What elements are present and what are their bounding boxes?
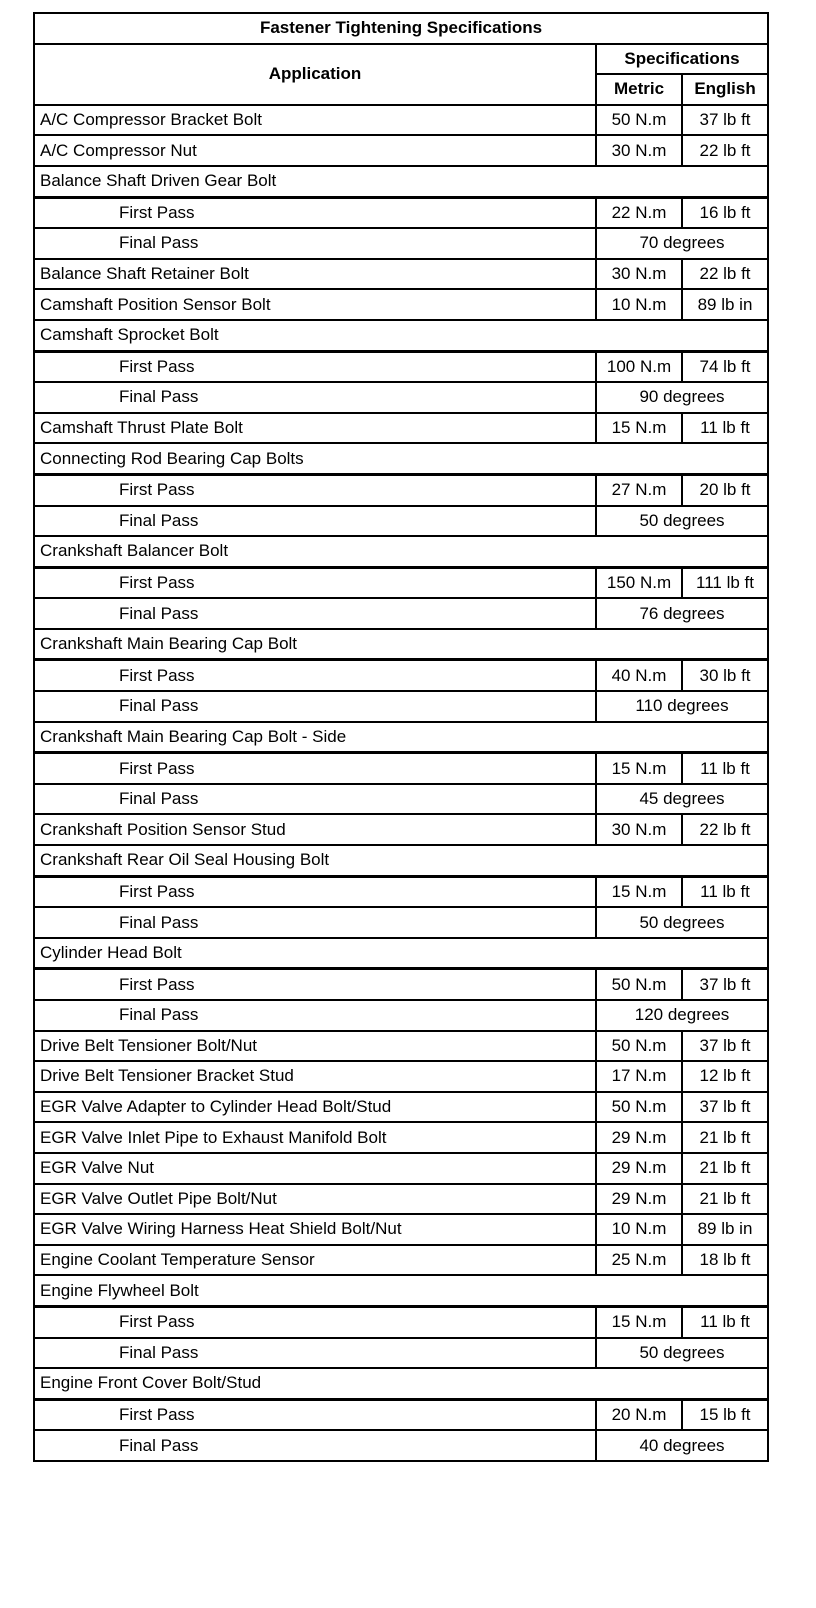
section-label: Balance Shaft Driven Gear Bolt [34,166,768,197]
pass-label: Final Pass [34,598,596,629]
metric-cell: 50 N.m [596,1031,682,1062]
application-cell: Engine Coolant Temperature Sensor [34,1245,596,1276]
table-row [34,1368,768,1399]
table-row [34,814,768,845]
english-cell: 11 lb ft [682,1306,768,1337]
metric-cell: 15 N.m [596,1306,682,1337]
pass-label: Final Pass [34,907,596,938]
header-row [34,44,768,75]
table-row [34,382,768,413]
pass-label: First Pass [34,660,596,691]
application-cell: EGR Valve Wiring Harness Heat Shield Bolt/Nut [34,1214,596,1245]
table-row [34,289,768,320]
pass-label: First Pass [34,351,596,382]
table-row [34,1399,768,1430]
section-label: Crankshaft Rear Oil Seal Housing Bolt [34,845,768,876]
metric-cell: 40 N.m [596,660,682,691]
metric-cell: 17 N.m [596,1061,682,1092]
table-row [34,1214,768,1245]
metric-cell: 15 N.m [596,413,682,444]
angle-cell: 70 degrees [596,228,768,259]
english-cell: 11 lb ft [682,413,768,444]
table-row [34,1061,768,1092]
table-row [34,1275,768,1306]
pass-label: Final Pass [34,506,596,537]
pass-label: Final Pass [34,784,596,815]
application-cell: EGR Valve Nut [34,1153,596,1184]
table-row [34,135,768,166]
table-row [34,1306,768,1337]
table-row [34,938,768,969]
application-cell: Crankshaft Position Sensor Stud [34,814,596,845]
english-cell: 30 lb ft [682,660,768,691]
table-row [34,105,768,136]
metric-cell: 27 N.m [596,474,682,505]
pass-label: Final Pass [34,1430,596,1461]
application-cell: Camshaft Thrust Plate Bolt [34,413,596,444]
pass-label: Final Pass [34,228,596,259]
english-cell: 89 lb in [682,1214,768,1245]
table-row [34,1092,768,1123]
table-body [34,105,768,1461]
english-cell: 37 lb ft [682,1092,768,1123]
table-row [34,1338,768,1369]
table-row [34,320,768,351]
table-row [34,1153,768,1184]
metric-cell: 25 N.m [596,1245,682,1276]
metric-cell: 100 N.m [596,351,682,382]
english-cell: 22 lb ft [682,259,768,290]
section-label: Crankshaft Main Bearing Cap Bolt [34,629,768,660]
table-row [34,753,768,784]
angle-cell: 50 degrees [596,1338,768,1369]
table-row [34,1000,768,1031]
angle-cell: 76 degrees [596,598,768,629]
angle-cell: 50 degrees [596,907,768,938]
english-header: English [682,74,768,105]
pass-label: Final Pass [34,1000,596,1031]
table-row [34,598,768,629]
metric-cell: 29 N.m [596,1122,682,1153]
table-row [34,443,768,474]
english-cell: 15 lb ft [682,1399,768,1430]
metric-cell: 29 N.m [596,1184,682,1215]
application-cell: EGR Valve Outlet Pipe Bolt/Nut [34,1184,596,1215]
section-label: Connecting Rod Bearing Cap Bolts [34,443,768,474]
metric-cell: 50 N.m [596,969,682,1000]
section-label: Crankshaft Main Bearing Cap Bolt - Side [34,722,768,753]
table-row [34,845,768,876]
application-cell: Camshaft Position Sensor Bolt [34,289,596,320]
application-cell: Drive Belt Tensioner Bolt/Nut [34,1031,596,1062]
angle-cell: 120 degrees [596,1000,768,1031]
table-row [34,567,768,598]
section-label: Crankshaft Balancer Bolt [34,536,768,567]
english-cell: 21 lb ft [682,1153,768,1184]
pass-label: First Pass [34,474,596,505]
angle-cell: 45 degrees [596,784,768,815]
pass-label: First Pass [34,1399,596,1430]
application-header: Application [34,44,596,105]
pass-label: First Pass [34,197,596,228]
metric-cell: 15 N.m [596,876,682,907]
application-cell: EGR Valve Adapter to Cylinder Head Bolt/Stud [34,1092,596,1123]
table-row [34,197,768,228]
english-cell: 22 lb ft [682,814,768,845]
pass-label: First Pass [34,1306,596,1337]
angle-cell: 40 degrees [596,1430,768,1461]
table-row [34,351,768,382]
english-cell: 21 lb ft [682,1122,768,1153]
pass-label: First Pass [34,969,596,1000]
table-row [34,629,768,660]
table-row [34,228,768,259]
english-cell: 37 lb ft [682,969,768,1000]
application-cell: Balance Shaft Retainer Bolt [34,259,596,290]
metric-cell: 20 N.m [596,1399,682,1430]
table-row [34,691,768,722]
application-cell: A/C Compressor Bracket Bolt [34,105,596,136]
application-cell: Drive Belt Tensioner Bracket Stud [34,1061,596,1092]
table-row [34,1245,768,1276]
table-row [34,474,768,505]
section-label: Engine Flywheel Bolt [34,1275,768,1306]
angle-cell: 50 degrees [596,506,768,537]
english-cell: 37 lb ft [682,105,768,136]
english-cell: 20 lb ft [682,474,768,505]
metric-cell: 15 N.m [596,753,682,784]
english-cell: 12 lb ft [682,1061,768,1092]
english-cell: 89 lb in [682,289,768,320]
table-row [34,166,768,197]
application-cell: A/C Compressor Nut [34,135,596,166]
table-row [34,660,768,691]
section-label: Cylinder Head Bolt [34,938,768,969]
title-row [34,13,768,44]
fastener-spec-table [33,12,769,1462]
table-row [34,1430,768,1461]
metric-cell: 150 N.m [596,567,682,598]
pass-label: First Pass [34,567,596,598]
english-cell: 111 lb ft [682,567,768,598]
table-row [34,1184,768,1215]
table-row [34,536,768,567]
table-row [34,722,768,753]
english-cell: 21 lb ft [682,1184,768,1215]
pass-label: Final Pass [34,382,596,413]
pass-label: First Pass [34,876,596,907]
metric-cell: 29 N.m [596,1153,682,1184]
metric-header: Metric [596,74,682,105]
english-cell: 74 lb ft [682,351,768,382]
table-row [34,969,768,1000]
english-cell: 11 lb ft [682,753,768,784]
metric-cell: 50 N.m [596,105,682,136]
metric-cell: 30 N.m [596,814,682,845]
table-row [34,784,768,815]
angle-cell: 90 degrees [596,382,768,413]
pass-label: Final Pass [34,691,596,722]
table-title: Fastener Tightening Specifications [34,13,768,44]
english-cell: 11 lb ft [682,876,768,907]
metric-cell: 50 N.m [596,1092,682,1123]
angle-cell: 110 degrees [596,691,768,722]
section-label: Engine Front Cover Bolt/Stud [34,1368,768,1399]
table-row [34,907,768,938]
english-cell: 37 lb ft [682,1031,768,1062]
specifications-header: Specifications [596,44,768,75]
english-cell: 16 lb ft [682,197,768,228]
metric-cell: 10 N.m [596,289,682,320]
english-cell: 18 lb ft [682,1245,768,1276]
pass-label: First Pass [34,753,596,784]
metric-cell: 22 N.m [596,197,682,228]
section-label: Camshaft Sprocket Bolt [34,320,768,351]
metric-cell: 10 N.m [596,1214,682,1245]
metric-cell: 30 N.m [596,259,682,290]
metric-cell: 30 N.m [596,135,682,166]
spec-sheet [33,12,767,1462]
table-row [34,506,768,537]
english-cell: 22 lb ft [682,135,768,166]
table-row [34,876,768,907]
application-cell: EGR Valve Inlet Pipe to Exhaust Manifold Bolt [34,1122,596,1153]
table-row [34,413,768,444]
table-row [34,259,768,290]
pass-label: Final Pass [34,1338,596,1369]
table-row [34,1031,768,1062]
table-row [34,1122,768,1153]
